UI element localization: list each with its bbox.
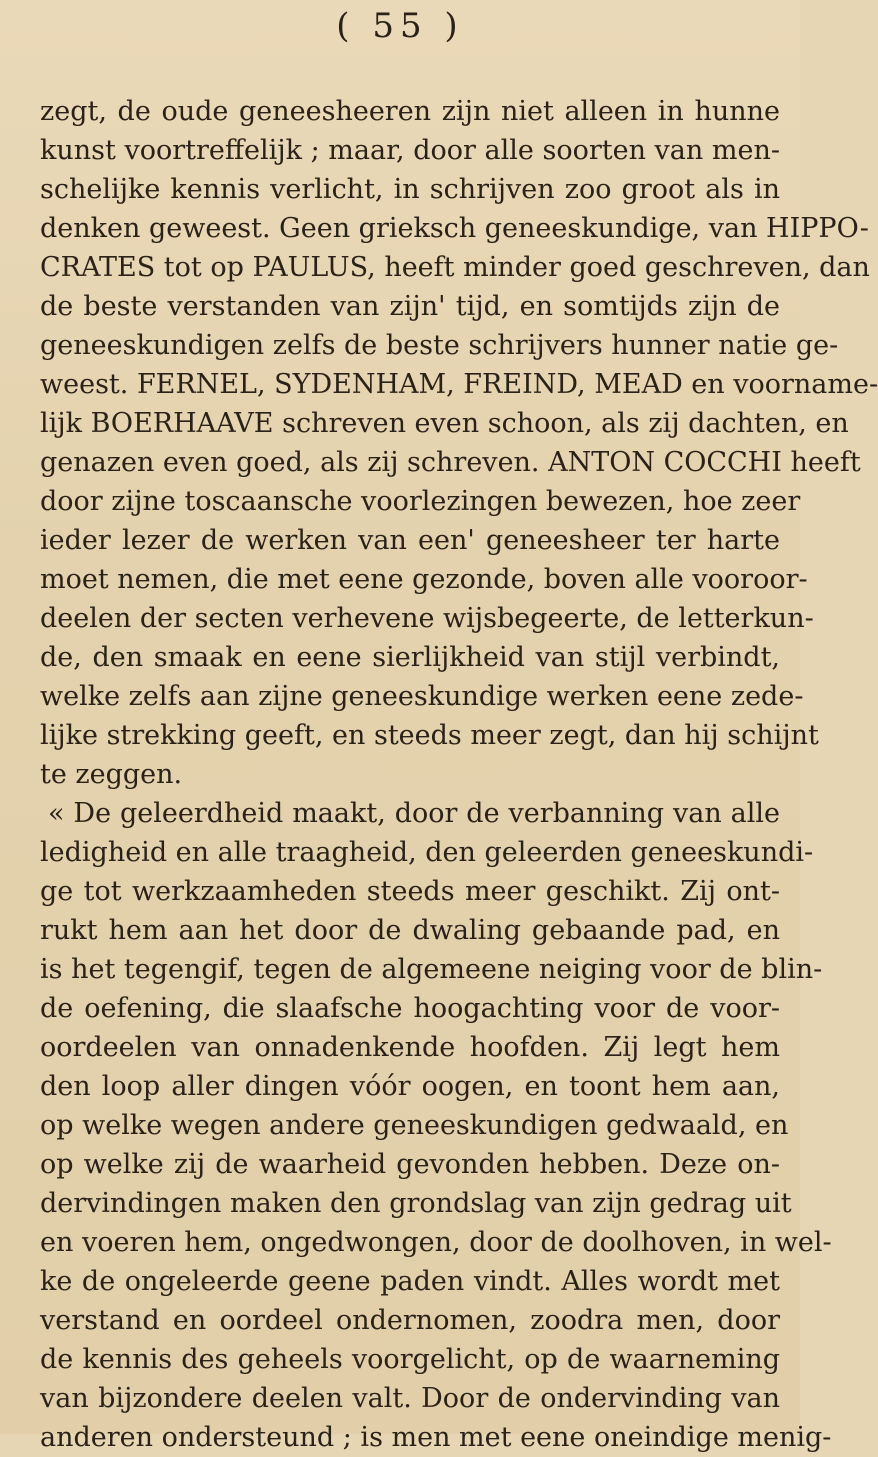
text-line: door zijne toscaansche voorlezingen bewezen, hoe zeer [40, 486, 801, 517]
text-line: te zeggen. [40, 759, 183, 790]
text-line: is het tegengif, tegen de algemeene neiging voor de blin- [40, 954, 823, 985]
text-line: de beste verstanden van zijn' tijd, en somtijds zijn de [40, 291, 780, 322]
text-line: anderen ondersteund ; is men met eene oneindige menig- [40, 1422, 832, 1453]
text-line: kunst voortreffelijk ; maar, door alle soorten van men- [40, 135, 780, 166]
text-line: verstand en oordeel ondernomen, zoodra men, door [40, 1305, 780, 1336]
page-number: ( 55 ) [336, 6, 464, 46]
text-line: weest. FERNEL, SYDENHAM, FREIND, MEAD en voorname- [40, 369, 878, 400]
text-line: geneeskundigen zelfs de beste schrijvers hunner natie ge- [40, 330, 839, 361]
text-line: lijke strekking geeft, en steeds meer zegt, dan hij schijnt [40, 720, 819, 751]
text-line: rukt hem aan het door de dwaling gebaande pad, en [40, 915, 780, 946]
text-line: CRATES tot op PAULUS, heeft minder goed geschreven, dan [40, 252, 870, 283]
text-line: welke zelfs aan zijne geneeskundige werken eene zede- [40, 681, 804, 712]
text-line: lijk BOERHAAVE schreven even schoon, als zij dachten, en [40, 408, 849, 439]
text-line: ieder lezer de werken van een' geneesheer ter harte [40, 525, 780, 556]
text-line: de, den smaak en eene sierlijkheid van stijl verbindt, [40, 642, 780, 673]
text-line: oordeelen van onnadenkende hoofden. Zij legt hem [40, 1032, 780, 1063]
text-line: en voeren hem, ongedwongen, door de doolhoven, in wel- [40, 1227, 832, 1258]
text-line: op welke wegen andere geneeskundigen gedwaald, en [40, 1110, 789, 1141]
text-line: ge tot werkzaamheden steeds meer geschikt. Zij ont- [40, 876, 780, 907]
text-line: op welke zij de waarheid gevonden hebben. Deze on- [40, 1149, 780, 1180]
text-line: de kennis des geheels voorgelicht, op de waarneming [40, 1344, 780, 1375]
text-line: genazen even goed, als zij schreven. ANTON COCCHI heeft [40, 447, 861, 478]
text-line: denken geweest. Geen grieksch geneeskundige, van HIPPO- [40, 213, 869, 244]
text-line: deelen der secten verhevene wijsbegeerte, de letterkun- [40, 603, 814, 634]
text-line: de oefening, die slaafsche hoogachting voor de voor- [40, 993, 780, 1024]
text-line: zegt, de oude geneesheeren zijn niet alleen in hunne [40, 96, 780, 127]
text-line: van bijzondere deelen valt. Door de ondervinding van [40, 1383, 780, 1414]
text-line: « De geleerdheid maakt, door de verbanning van alle [48, 798, 780, 829]
text-line: moet nemen, die met eene gezonde, boven alle vooroor- [40, 564, 808, 595]
text-line: ke de ongeleerde geene paden vindt. Alles wordt met [40, 1266, 780, 1297]
text-line: dervindingen maken den grondslag van zijn gedrag uit [40, 1188, 792, 1219]
text-line: ledigheid en alle traagheid, den geleerden geneeskundi- [40, 837, 814, 868]
body-text [40, 92, 878, 1457]
text-line: den loop aller dingen vóór oogen, en toont hem aan, [40, 1071, 780, 1102]
text-line: schelijke kennis verlicht, in schrijven zoo groot als in [40, 174, 780, 205]
